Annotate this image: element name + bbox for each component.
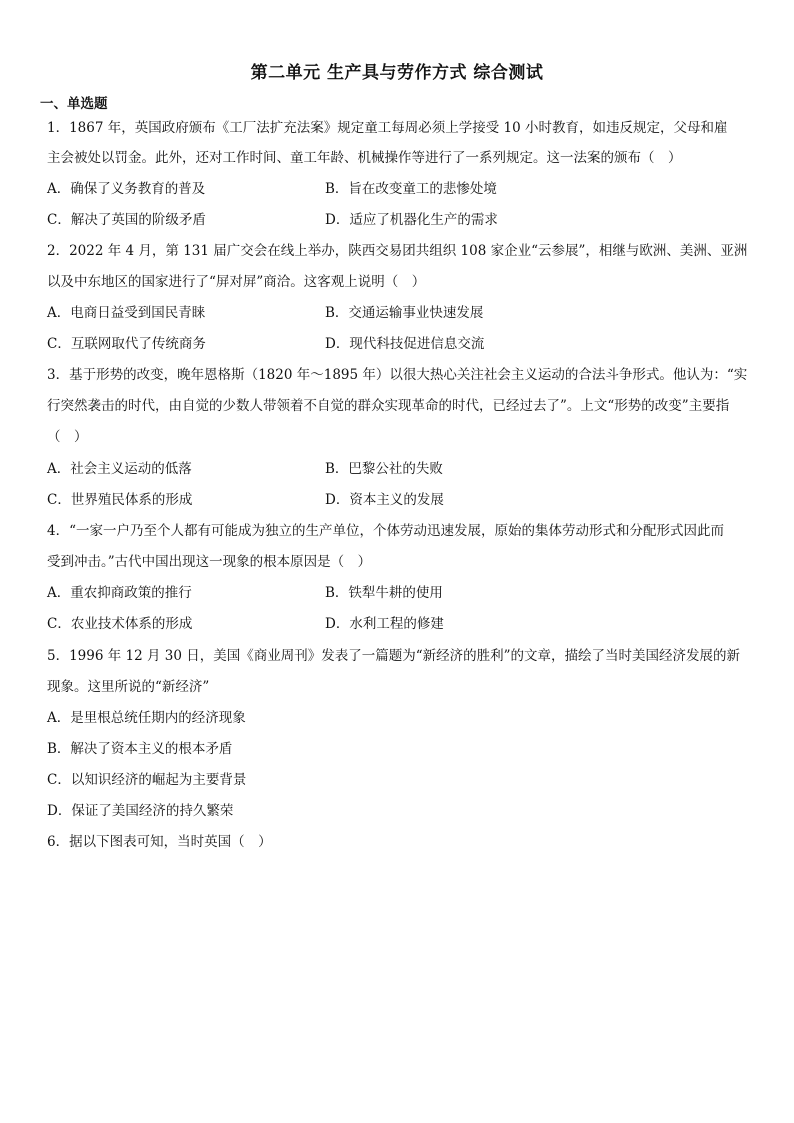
question-5-option-c: C．以知识经济的崛起为主要背景 (47, 772, 247, 788)
question-2-line-2: 以及中东地区的国家进行了“屏对屏”商洽。这客观上说明（ ） (47, 274, 426, 290)
question-4-option-a: A．重农抑商政策的推行 (47, 585, 192, 601)
question-2-option-d: D．现代科技促进信息交流 (325, 336, 485, 352)
question-5-option-a: A．是里根总统任期内的经济现象 (47, 710, 246, 726)
question-3-line-1: 3．基于形势的改变，晚年恩格斯（1820 年～1895 年）以很大热心关注社会主义运动的合法斗争形式。他认为：“实 (47, 367, 748, 383)
question-5-option-d: D．保证了美国经济的持久繁荣 (47, 803, 234, 819)
question-5-line-2: 现象。这里所说的“新经济” (47, 679, 210, 695)
question-3-line-2: 行突然袭击的时代，由自觉的少数人带领着不自觉的群众实现革命的时代，已经过去了”。上文“形势的改变”主要指 (47, 398, 730, 414)
question-4-option-c: C．农业技术体系的形成 (47, 616, 193, 632)
question-3-option-d: D．资本主义的发展 (325, 492, 444, 508)
question-3-option-b: B．巴黎公社的失败 (325, 461, 443, 477)
question-1-option-c: C．解决了英国的阶级矛盾 (47, 212, 206, 228)
question-2-option-a: A．电商日益受到国民青睐 (47, 305, 206, 321)
question-4-option-d: D．水利工程的修建 (325, 616, 444, 632)
question-3-option-a: A．社会主义运动的低落 (47, 461, 192, 477)
question-5-option-b: B．解决了资本主义的根本矛盾 (47, 741, 233, 757)
question-1-option-a: A．确保了义务教育的普及 (47, 181, 206, 197)
question-5-line-1: 5．1996 年 12 月 30 日，美国《商业周刊》发表了一篇题为“新经济的胜利”的文章，描绘了当时美国经济发展的新 (47, 648, 741, 664)
question-4-line-2: 受到冲击。”古代中国出现这一现象的根本原因是（ ） (47, 554, 372, 570)
question-1-option-d: D．适应了机器化生产的需求 (325, 212, 498, 228)
question-1-line-1: 1．1867 年，英国政府颁布《工厂法扩充法案》规定童工每周必须上学接受 10 小时教育，如违反规定，父母和雇 (47, 120, 728, 136)
question-3-option-c: C．世界殖民体系的形成 (47, 492, 193, 508)
question-3-line-3: （ ） (47, 429, 88, 445)
question-6-line-1: 6．据以下图表可知，当时英国（ ） (47, 834, 272, 850)
question-4-line-1: 4．“一家一户乃至个人都有可能成为独立的生产单位，个体劳动迅速发展，原始的集体劳动形式和分配形式因此而 (47, 523, 724, 539)
question-2-option-c: C．互联网取代了传统商务 (47, 336, 206, 352)
question-4-option-b: B．铁犁牛耕的使用 (325, 585, 443, 601)
page-title: 第二单元 生产具与劳作方式 综合测试 (250, 63, 544, 83)
section-heading: 一、单选题 (40, 96, 108, 112)
question-1-line-2: 主会被处以罚金。此外，还对工作时间、童工年龄、机械操作等进行了一系列规定。这一法案的颁布（ ） (47, 150, 682, 166)
question-2-option-b: B．交通运输事业快速发展 (325, 305, 484, 321)
question-1-option-b: B．旨在改变童工的悲惨处境 (325, 181, 497, 197)
question-2-line-1: 2．2022 年 4 月，第 131 届广交会在线上举办，陕西交易团共组织 108 家企业“云参展”，相继与欧洲、美洲、亚洲 (47, 243, 748, 259)
